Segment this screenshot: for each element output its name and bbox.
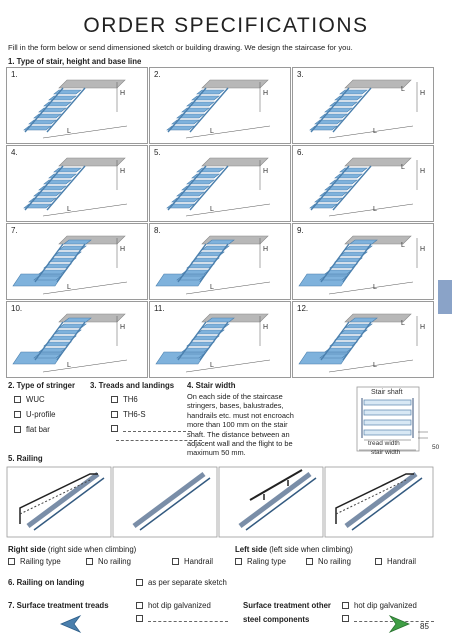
stair-type-diagram[interactable] <box>6 67 148 144</box>
length-label: L <box>67 206 71 213</box>
height-label: H <box>420 324 426 331</box>
arrow-right-icon <box>386 614 410 634</box>
checkbox[interactable] <box>342 602 349 609</box>
checkbox[interactable] <box>136 615 143 622</box>
height-label: H <box>120 324 126 331</box>
stair-drawing <box>7 302 149 379</box>
landing-length-label: L <box>401 164 405 171</box>
height-label: H <box>263 246 269 253</box>
checkbox[interactable] <box>14 411 21 418</box>
height-label: H <box>420 246 426 253</box>
landing-length-label: L <box>401 320 405 327</box>
railing-drawings <box>6 466 434 538</box>
left-no-railing[interactable]: No railing <box>306 557 351 566</box>
length-label: L <box>210 128 214 135</box>
left-railing-type[interactable]: Raling type <box>235 557 286 566</box>
intro-text: Fill in the form below or send dimensioned sketch or building drawing. We design the staircase for you. <box>8 43 353 52</box>
landing-separate-sketch[interactable]: as per separate sketch <box>136 578 227 587</box>
landing-length-label: L <box>401 242 405 249</box>
checkbox[interactable] <box>8 558 15 565</box>
diagram-number: 2. <box>154 70 161 79</box>
stair-drawing <box>7 68 149 145</box>
stair-type-diagram[interactable] <box>292 301 434 378</box>
next-page-arrow[interactable] <box>386 614 410 634</box>
tread-other-field[interactable] <box>123 425 191 432</box>
stair-shaft-diagram <box>356 386 446 458</box>
stringer-option-u-profile[interactable]: U-profile <box>14 410 55 419</box>
diagram-number: 7. <box>11 226 18 235</box>
railing-diagrams <box>6 466 434 538</box>
length-label: L <box>373 128 377 135</box>
stair-type-diagram[interactable] <box>6 223 148 300</box>
length-label: L <box>210 362 214 369</box>
length-label: L <box>373 206 377 213</box>
stair-type-diagram[interactable] <box>149 301 291 378</box>
checkbox[interactable] <box>306 558 313 565</box>
checkbox[interactable] <box>172 558 179 565</box>
checkbox[interactable] <box>111 396 118 403</box>
surface-other-heading-2: steel components <box>243 615 310 624</box>
left-handrail[interactable]: Handrail <box>375 557 416 566</box>
diagram-number: 1. <box>11 70 18 79</box>
stair-type-diagram[interactable] <box>292 145 434 222</box>
diagram-number: 5. <box>154 148 161 157</box>
treads-heading: 3. Treads and landings <box>90 381 175 390</box>
landing-length-label: L <box>401 86 405 93</box>
checkbox[interactable] <box>14 426 21 433</box>
right-side-heading: Right side (right side when climbing) <box>8 545 137 554</box>
previous-page-arrow[interactable] <box>60 614 84 634</box>
stair-type-diagram[interactable] <box>149 145 291 222</box>
checkbox[interactable] <box>136 579 143 586</box>
stair-drawing <box>293 68 435 145</box>
height-label: H <box>420 168 426 175</box>
tread-option-th6[interactable]: TH6 <box>111 395 138 404</box>
section-tab <box>438 280 452 314</box>
stringer-heading: 2. Type of stringer <box>8 381 76 390</box>
length-label: L <box>210 206 214 213</box>
left-side-heading: Left side (left side when climbing) <box>235 545 353 554</box>
section1-heading: 1. Type of stair, height and base line <box>8 57 142 66</box>
page-number: 85 <box>420 622 429 631</box>
gap-value: 50 <box>432 444 440 451</box>
other-hot-dip-galvanized[interactable]: hot dip galvanized <box>342 601 417 610</box>
stair-width-text: On each side of the staircase stringers, bases, balustrades, handrails etc. must not encroach more than 100 mm on the stair shaft. The distance between an adjacent wall and the flight to be maximum 50 mm. <box>187 392 294 458</box>
diagram-number: 10. <box>11 304 23 313</box>
stair-drawing <box>293 146 435 223</box>
checkbox[interactable] <box>235 558 242 565</box>
length-label: L <box>67 362 71 369</box>
checkbox[interactable] <box>136 602 143 609</box>
tread-option-th6-s[interactable]: TH6-S <box>111 410 146 419</box>
height-label: H <box>120 168 126 175</box>
checkbox[interactable] <box>342 615 349 622</box>
stringer-option-flat-bar[interactable]: flat bar <box>14 425 50 434</box>
diagram-number: 6. <box>297 148 304 157</box>
checkbox[interactable] <box>86 558 93 565</box>
stair-drawing <box>293 224 435 301</box>
tread-width-label: tread width <box>368 440 400 447</box>
surface-other-heading: Surface treatment other <box>243 601 331 610</box>
length-label: L <box>67 284 71 291</box>
stair-drawing <box>150 224 292 301</box>
height-label: H <box>263 324 269 331</box>
treads-hot-dip-galvanized[interactable]: hot dip galvanized <box>136 601 211 610</box>
right-handrail[interactable]: Handrail <box>172 557 213 566</box>
checkbox[interactable] <box>111 425 118 432</box>
stair-drawing <box>150 146 292 223</box>
height-label: H <box>420 90 426 97</box>
stair-type-diagram[interactable] <box>149 223 291 300</box>
page-title: ORDER SPECIFICATIONS <box>83 14 369 37</box>
tread-option-other[interactable] <box>111 425 191 432</box>
stringer-option-wuc[interactable]: WUC <box>14 395 45 404</box>
checkbox[interactable] <box>14 396 21 403</box>
railing-heading: 5. Railing <box>8 454 43 463</box>
length-label: L <box>67 128 71 135</box>
diagram-number: 4. <box>11 148 18 157</box>
right-no-railing[interactable]: No railing <box>86 557 131 566</box>
arrow-left-icon <box>60 614 84 634</box>
stair-type-grid <box>6 67 434 375</box>
length-label: L <box>373 362 377 369</box>
stair-drawing <box>150 302 292 379</box>
diagram-number: 12. <box>297 304 309 313</box>
stair-drawing <box>293 302 435 379</box>
diagram-number: 11. <box>154 304 165 313</box>
checkbox[interactable] <box>111 411 118 418</box>
diagram-number: 3. <box>297 70 304 79</box>
surface-treads-heading: 7. Surface treatment treads <box>8 601 109 610</box>
treads-other-field[interactable] <box>136 615 228 622</box>
stair-type-diagram[interactable] <box>292 67 434 144</box>
stair-drawing <box>7 224 149 301</box>
length-label: L <box>210 284 214 291</box>
stair-shaft-label: Stair shaft <box>371 389 403 396</box>
height-label: H <box>120 90 126 97</box>
length-label: L <box>373 284 377 291</box>
diagram-number: 9. <box>297 226 304 235</box>
stair-type-diagram[interactable] <box>6 145 148 222</box>
height-label: H <box>263 168 269 175</box>
stair-drawing <box>150 68 292 145</box>
height-label: H <box>263 90 269 97</box>
stair-type-diagram[interactable] <box>6 301 148 378</box>
stair-width-heading: 4. Stair width <box>187 381 236 390</box>
stair-type-diagram[interactable] <box>292 223 434 300</box>
stair-type-diagram[interactable] <box>149 67 291 144</box>
height-label: H <box>120 246 126 253</box>
right-railing-type[interactable]: Railing type <box>8 557 61 566</box>
stair-drawing <box>7 146 149 223</box>
checkbox[interactable] <box>375 558 382 565</box>
railing-landing-heading: 6. Railing on landing <box>8 578 85 587</box>
stair-width-label: stair width <box>371 449 401 456</box>
diagram-number: 8. <box>154 226 161 235</box>
